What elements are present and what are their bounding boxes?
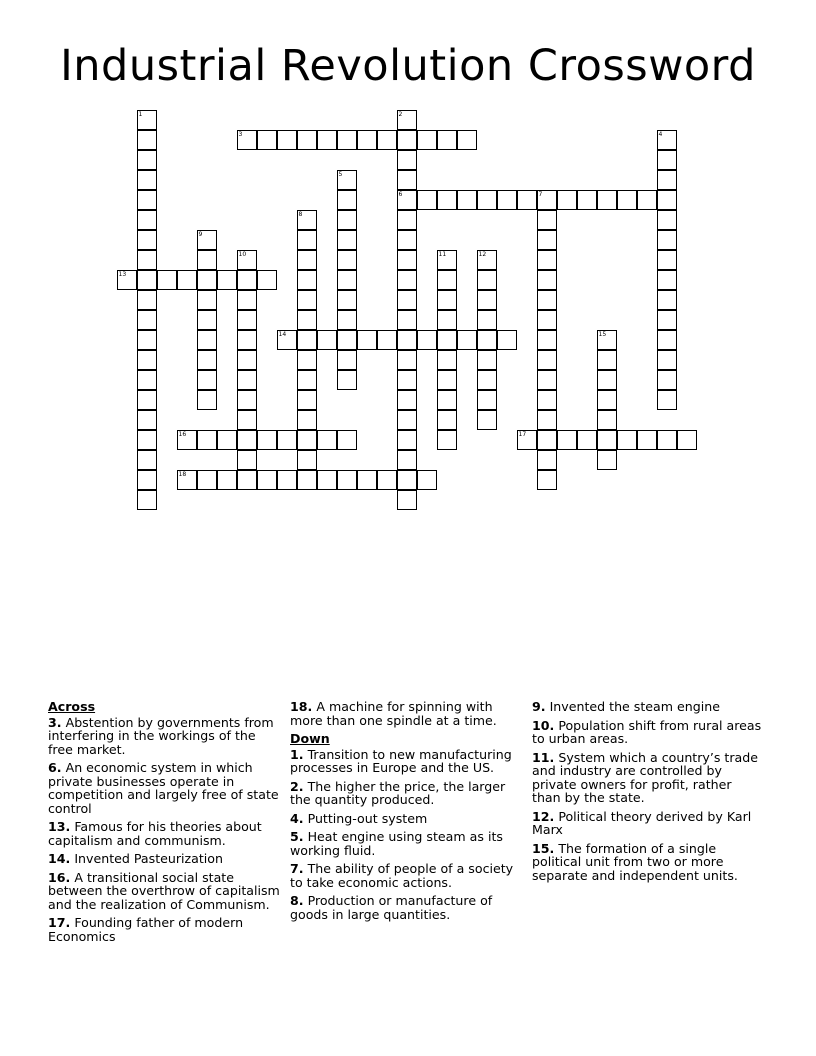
grid-cell[interactable] (137, 350, 157, 370)
grid-cell[interactable] (197, 330, 217, 350)
grid-cell[interactable] (477, 410, 497, 430)
grid-cell[interactable] (397, 410, 417, 430)
clue-down-11 (532, 751, 764, 805)
grid-cell[interactable] (297, 130, 317, 150)
clue-across-13 (48, 820, 280, 847)
grid-cell[interactable] (537, 470, 557, 490)
grid-clue-number: 3 (238, 130, 243, 138)
grid-cell[interactable] (357, 130, 377, 150)
grid-cell[interactable] (537, 250, 557, 270)
grid-cell[interactable] (297, 350, 317, 370)
grid-cell[interactable] (537, 390, 557, 410)
clue-text: The higher the price, the larger the quantity produced. (290, 778, 506, 807)
clue-number: 8. (290, 893, 304, 908)
grid-cell[interactable] (437, 370, 457, 390)
clue-text: Abstention by governments from interfering in the workings of the free market. (48, 714, 274, 757)
clue-down-12 (532, 810, 764, 837)
grid-cell[interactable] (597, 450, 617, 470)
grid-cell[interactable] (357, 330, 377, 350)
grid-cell[interactable] (377, 330, 397, 350)
grid-cell[interactable] (157, 270, 177, 290)
grid-clue-number: 14 (278, 330, 287, 338)
clue-across-14 (48, 852, 280, 866)
grid-cell[interactable] (317, 130, 337, 150)
grid-cell[interactable] (317, 430, 337, 450)
grid-cell[interactable] (597, 430, 617, 450)
grid-clue-number: 2 (398, 110, 403, 118)
clue-number: 18. (290, 699, 313, 714)
grid-cell[interactable] (617, 430, 637, 450)
grid-cell[interactable] (537, 450, 557, 470)
grid-cell[interactable] (337, 130, 357, 150)
grid-cell[interactable] (397, 330, 417, 350)
grid-cell[interactable] (537, 310, 557, 330)
clue-number: 7. (290, 861, 304, 876)
clue-across-16 (48, 871, 280, 912)
clue-number: 17. (48, 915, 71, 930)
clue-down-7 (290, 862, 522, 889)
grid-cell[interactable] (457, 130, 477, 150)
grid-cell[interactable] (457, 190, 477, 210)
grid-cell[interactable] (337, 270, 357, 290)
grid-cell[interactable] (397, 230, 417, 250)
grid-cell[interactable] (317, 330, 337, 350)
grid-cell[interactable] (277, 470, 297, 490)
clue-number: 9. (532, 699, 546, 714)
grid-cell[interactable] (197, 270, 217, 290)
grid-cell[interactable] (537, 290, 557, 310)
grid-cell[interactable] (137, 430, 157, 450)
clue-text: Political theory derived by Karl Marx (532, 808, 752, 837)
grid-cell[interactable] (537, 270, 557, 290)
grid-cell[interactable] (297, 270, 317, 290)
grid-cell[interactable] (417, 130, 437, 150)
clue-number: 16. (48, 869, 71, 885)
grid-cell[interactable] (137, 470, 157, 490)
grid-cell[interactable] (137, 290, 157, 310)
grid-cell[interactable] (257, 430, 277, 450)
grid-cell[interactable] (137, 450, 157, 470)
grid-cell[interactable] (437, 130, 457, 150)
grid-cell[interactable] (217, 270, 237, 290)
grid-cell[interactable] (537, 230, 557, 250)
grid-cell[interactable] (657, 210, 677, 230)
grid-cell[interactable] (317, 470, 337, 490)
grid-cell[interactable] (337, 430, 357, 450)
clue-text: A transitional social state between the overthrow of capitalism and the realization of Communism. (48, 869, 280, 912)
grid-clue-number: 18 (178, 470, 187, 478)
grid-cell[interactable] (237, 290, 257, 310)
grid-cell[interactable] (137, 390, 157, 410)
clue-text: Production or manufacture of goods in large quantities. (290, 893, 493, 922)
grid-cell[interactable] (397, 150, 417, 170)
grid-cell[interactable] (537, 210, 557, 230)
grid-cell[interactable] (137, 130, 157, 150)
grid-cell[interactable] (237, 370, 257, 390)
grid-cell[interactable] (137, 250, 157, 270)
grid-cell[interactable] (497, 330, 517, 350)
grid-cell[interactable] (437, 190, 457, 210)
grid-clue-number: 15 (598, 330, 607, 338)
grid-cell[interactable] (597, 370, 617, 390)
clues-column-3 (532, 700, 764, 887)
grid-cell[interactable] (337, 250, 357, 270)
clue-across-18 (290, 700, 522, 727)
grid-cell[interactable] (137, 330, 157, 350)
clue-down-2 (290, 780, 522, 807)
grid-cell[interactable] (137, 150, 157, 170)
grid-cell[interactable] (437, 310, 457, 330)
grid-cell[interactable] (237, 430, 257, 450)
grid-cell[interactable] (537, 350, 557, 370)
grid-cell[interactable] (337, 370, 357, 390)
grid-cell[interactable] (137, 170, 157, 190)
grid-cell[interactable] (657, 250, 677, 270)
grid-clue-number: 4 (658, 130, 663, 138)
clue-down-1 (290, 748, 522, 775)
grid-cell[interactable] (477, 370, 497, 390)
grid-cell[interactable] (477, 350, 497, 370)
clue-down-5 (290, 830, 522, 857)
clue-number: 5. (290, 829, 304, 844)
clue-down-10 (532, 719, 764, 746)
down-heading: Down (290, 731, 330, 746)
grid-cell[interactable] (537, 370, 557, 390)
grid-cell[interactable] (657, 230, 677, 250)
grid-cell[interactable] (337, 190, 357, 210)
grid-cell[interactable] (137, 410, 157, 430)
grid-cell[interactable] (397, 390, 417, 410)
grid-cell[interactable] (597, 350, 617, 370)
grid-cell[interactable] (557, 190, 577, 210)
grid-cell[interactable] (177, 270, 197, 290)
clue-down-15 (532, 842, 764, 883)
grid-cell[interactable] (477, 290, 497, 310)
grid-cell[interactable] (597, 390, 617, 410)
grid-cell[interactable] (397, 370, 417, 390)
grid-clue-number: 13 (118, 270, 127, 278)
grid-clue-number: 17 (518, 430, 527, 438)
grid-cell[interactable] (657, 150, 677, 170)
grid-cell[interactable] (197, 430, 217, 450)
grid-cell[interactable] (297, 250, 317, 270)
grid-cell[interactable] (657, 430, 677, 450)
grid-cell[interactable] (397, 430, 417, 450)
grid-cell[interactable] (297, 390, 317, 410)
grid-cell[interactable] (377, 470, 397, 490)
grid-cell[interactable] (197, 250, 217, 270)
grid-cell[interactable] (417, 470, 437, 490)
grid-cell[interactable] (237, 450, 257, 470)
grid-cell[interactable] (637, 190, 657, 210)
clue-text: Famous for his theories about capitalism and communism. (48, 819, 262, 848)
grid-cell[interactable] (377, 130, 397, 150)
grid-cell[interactable] (297, 410, 317, 430)
clue-number: 2. (290, 778, 304, 794)
clue-number: 13. (48, 819, 71, 834)
grid-cell[interactable] (397, 210, 417, 230)
grid-cell[interactable] (657, 310, 677, 330)
grid-cell[interactable] (197, 470, 217, 490)
grid-cell[interactable] (297, 430, 317, 450)
grid-cell[interactable] (397, 470, 417, 490)
grid-cell[interactable] (137, 210, 157, 230)
grid-cell[interactable] (237, 270, 257, 290)
grid-cell[interactable] (417, 330, 437, 350)
grid-cell[interactable] (437, 430, 457, 450)
grid-cell[interactable] (657, 290, 677, 310)
grid-cell[interactable] (477, 310, 497, 330)
grid-cell[interactable] (197, 370, 217, 390)
grid-cell[interactable] (297, 450, 317, 470)
grid-cell[interactable] (497, 190, 517, 210)
grid-clue-number: 7 (538, 190, 543, 198)
grid-cell[interactable] (137, 490, 157, 510)
clue-number: 11. (532, 749, 555, 765)
grid-cell[interactable] (397, 290, 417, 310)
clue-text: A machine for spinning with more than one spindle at a time. (290, 699, 497, 728)
grid-cell[interactable] (197, 350, 217, 370)
grid-cell[interactable] (297, 290, 317, 310)
grid-cell[interactable] (397, 170, 417, 190)
across-heading: Across (48, 699, 96, 714)
grid-cell[interactable] (337, 230, 357, 250)
grid-clue-number: 6 (398, 190, 403, 198)
grid-cell[interactable] (337, 330, 357, 350)
grid-cell[interactable] (637, 430, 657, 450)
clue-number: 12. (532, 808, 555, 824)
grid-cell[interactable] (257, 130, 277, 150)
grid-cell[interactable] (297, 330, 317, 350)
grid-cell[interactable] (517, 190, 537, 210)
clues-column-2 (290, 700, 522, 926)
grid-cell[interactable] (197, 290, 217, 310)
grid-clue-number: 12 (478, 250, 487, 258)
grid-cell[interactable] (197, 310, 217, 330)
clue-number: 3. (48, 714, 62, 730)
grid-cell[interactable] (217, 430, 237, 450)
clue-text: Heat engine using steam as its working fluid. (290, 829, 503, 858)
clue-number: 14. (48, 851, 71, 866)
grid-cell[interactable] (137, 310, 157, 330)
grid-cell[interactable] (657, 370, 677, 390)
grid-cell[interactable] (657, 170, 677, 190)
grid-cell[interactable] (397, 130, 417, 150)
clue-text: Transition to new manufacturing processes in Europe and the US. (290, 746, 512, 775)
grid-cell[interactable] (137, 230, 157, 250)
grid-cell[interactable] (437, 350, 457, 370)
grid-cell[interactable] (337, 210, 357, 230)
grid-cell[interactable] (597, 410, 617, 430)
grid-cell[interactable] (257, 270, 277, 290)
clue-text: The ability of people of a society to take economic actions. (290, 861, 514, 890)
grid-cell[interactable] (237, 410, 257, 430)
grid-cell[interactable] (297, 470, 317, 490)
grid-cell[interactable] (297, 230, 317, 250)
grid-cell[interactable] (397, 490, 417, 510)
clue-number: 1. (290, 746, 304, 762)
clue-across-3 (48, 716, 280, 757)
grid-cell[interactable] (657, 330, 677, 350)
grid-cell[interactable] (657, 350, 677, 370)
grid-clue-number: 8 (298, 210, 303, 218)
grid-cell[interactable] (457, 330, 477, 350)
grid-cell[interactable] (397, 270, 417, 290)
grid-cell[interactable] (437, 330, 457, 350)
grid-cell[interactable] (337, 310, 357, 330)
grid-cell[interactable] (617, 190, 637, 210)
clue-text: An economic system in which private businesses operate in competition and largely free of state control (48, 760, 279, 816)
grid-cell[interactable] (437, 390, 457, 410)
clue-text: Population shift from rural areas to urban areas. (532, 717, 762, 746)
clue-across-17 (48, 916, 280, 943)
clue-text: Founding father of modern Economics (48, 915, 244, 944)
grid-cell[interactable] (337, 470, 357, 490)
grid-cell[interactable] (477, 330, 497, 350)
grid-cell[interactable] (417, 190, 437, 210)
grid-cell[interactable] (397, 250, 417, 270)
grid-cell[interactable] (477, 190, 497, 210)
clue-number: 6. (48, 760, 62, 775)
grid-cell[interactable] (257, 470, 277, 490)
grid-cell[interactable] (397, 310, 417, 330)
grid-cell[interactable] (397, 450, 417, 470)
grid-cell[interactable] (537, 330, 557, 350)
page-title: Industrial Revolution Crossword (60, 41, 756, 91)
grid-cell[interactable] (557, 430, 577, 450)
grid-cell[interactable] (297, 310, 317, 330)
grid-cell[interactable] (137, 270, 157, 290)
clue-number: 15. (532, 840, 555, 856)
grid-cell[interactable] (277, 430, 297, 450)
grid-cell[interactable] (137, 370, 157, 390)
clue-number: 10. (532, 717, 555, 733)
grid-cell[interactable] (217, 470, 237, 490)
grid-cell[interactable] (677, 430, 697, 450)
grid-cell[interactable] (337, 350, 357, 370)
grid-cell[interactable] (137, 190, 157, 210)
grid-cell[interactable] (237, 350, 257, 370)
grid-cell[interactable] (397, 350, 417, 370)
grid-cell[interactable] (577, 190, 597, 210)
grid-cell[interactable] (537, 430, 557, 450)
clue-number: 4. (290, 810, 304, 826)
grid-cell[interactable] (237, 390, 257, 410)
grid-cell[interactable] (577, 430, 597, 450)
clue-text: System which a country’s trade and industry are controlled by private owners for profit, rather than by the state. (532, 749, 759, 805)
grid-cell[interactable] (237, 330, 257, 350)
clue-text: The formation of a single political unit from two or more separate and independent units. (532, 840, 738, 883)
grid-cell[interactable] (657, 270, 677, 290)
clue-across-6 (48, 761, 280, 815)
grid-cell[interactable] (437, 290, 457, 310)
grid-clue-number: 16 (178, 430, 187, 438)
grid-cell[interactable] (237, 470, 257, 490)
clue-down-9 (532, 700, 764, 714)
grid-cell[interactable] (337, 290, 357, 310)
grid-cell[interactable] (357, 470, 377, 490)
grid-cell[interactable] (297, 370, 317, 390)
grid-cell[interactable] (657, 390, 677, 410)
grid-cell[interactable] (597, 190, 617, 210)
clues-column-1 (48, 700, 280, 948)
grid-cell[interactable] (437, 270, 457, 290)
clue-text: Invented the steam engine (549, 699, 720, 714)
grid-clue-number: 11 (438, 250, 447, 258)
grid-cell[interactable] (237, 310, 257, 330)
grid-cell[interactable] (657, 190, 677, 210)
grid-cell[interactable] (197, 390, 217, 410)
grid-cell[interactable] (437, 410, 457, 430)
grid-cell[interactable] (477, 270, 497, 290)
grid-clue-number: 1 (138, 110, 143, 118)
clue-text: Putting-out system (307, 810, 428, 826)
grid-clue-number: 10 (238, 250, 247, 258)
grid-cell[interactable] (277, 130, 297, 150)
grid-cell[interactable] (477, 390, 497, 410)
grid-cell[interactable] (537, 410, 557, 430)
grid-clue-number: 5 (338, 170, 343, 178)
clue-text: Invented Pasteurization (74, 851, 223, 866)
grid-clue-number: 9 (198, 230, 203, 238)
clue-down-8 (290, 894, 522, 921)
clue-down-4 (290, 812, 522, 826)
